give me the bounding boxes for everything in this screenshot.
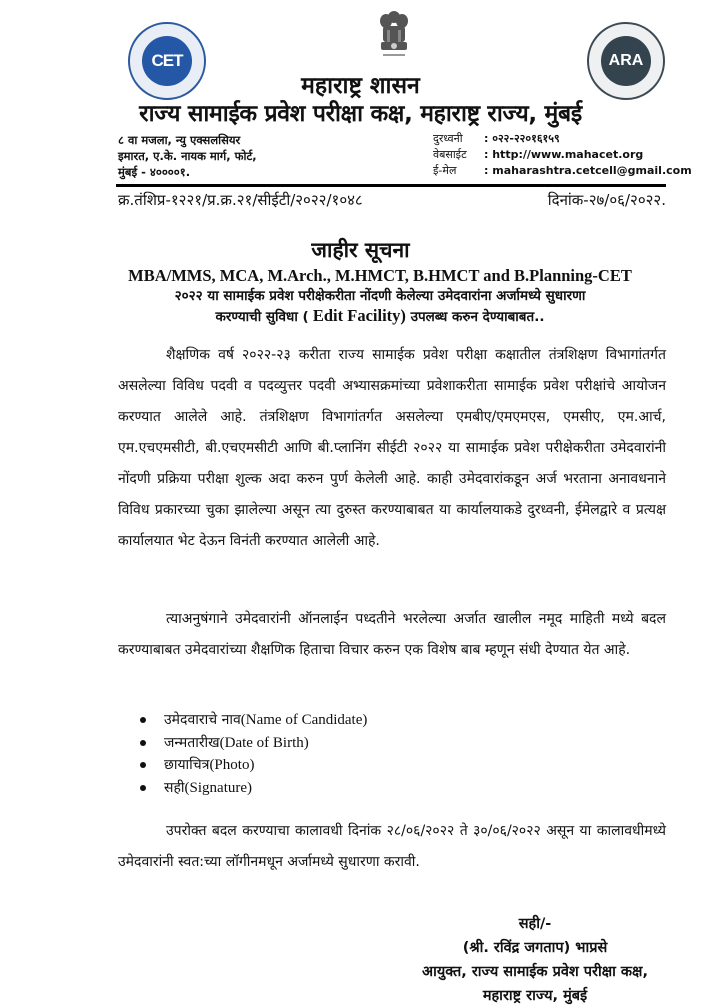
email-label: ई-मेल <box>433 164 457 177</box>
field-name-mr: जन्मतारीख <box>164 734 220 751</box>
signatory-location: महाराष्ट्र राज्य, मुंबई <box>482 988 588 1004</box>
state-emblem-icon <box>377 8 411 64</box>
contact-email <box>433 163 692 179</box>
subject-line: २०२२ या सामाईक प्रवेश परीक्षेकरीता नोंदणी केलेल्या उमेदवारांना अर्जामध्ये सुधारणा <box>174 288 586 304</box>
letter-date: दिनांक-२७/०६/२०२२. <box>547 191 666 209</box>
list-item <box>140 754 367 777</box>
signature-block <box>390 912 680 1008</box>
signed-mark: सही/- <box>518 916 552 932</box>
subject-line <box>100 306 660 327</box>
list-item <box>140 732 367 755</box>
website-link[interactable]: : http://www.mahacet.org <box>484 148 644 161</box>
email-link[interactable]: : maharashtra.cetcell@gmail.com <box>484 164 692 177</box>
signatory-designation: आयुक्त, राज्य सामाईक प्रवेश परीक्षा कक्ष, <box>422 964 648 980</box>
paragraph-edit-opportunity <box>118 604 666 666</box>
government-title: महाराष्ट्र शासन <box>301 73 420 99</box>
bullet-icon <box>140 762 146 768</box>
field-name-en: (Name of Candidate) <box>240 712 368 728</box>
field-name-en: (Date of Birth) <box>219 734 309 751</box>
list-item <box>140 709 367 732</box>
paragraph-text: शैक्षणिक वर्ष २०२२-२३ करीता राज्य सामाईक प्रवेश परीक्षा कक्षातील तंत्रशिक्षण विभागांतर्गत असलेल्या विविध पदवी व पदव्युत्तर पदवी अभ्यासक्रमांच्या प्रवेशाकरीता सामाईक प्रवेश परीक्षांचे आयोजन करण्यात आलेले आहे. तंत्रशिक्षण विभागांतर्गत असलेल्या एमबीए/एमएमएस, एमसीए, एम.आर्च, एम.एचएमसीटी, बी.एचएमसीटी आणि बी.प्लानिंग सीईटी २०२२ या सामाईक प्रवेश परीक्षेकरीता उमेदवारांनी नोंदणी प्रक्रिया परीक्षा शुल्क अदा करुन पुर्ण केलेली आहे. काही उमेदवारांकडून अर्ज भरताना अनावधनाने विविध प्रकारच्या चुका झालेल्या असून त्या दुरुस्त करण्याबाबत या कार्यालयाकडे दुरध्वनी, ईमेलद्वारे व प्रत्यक्ष कार्यालयात भेट देऊन विनंती करण्यात आलेली आहे. <box>118 347 666 549</box>
address-line: इमारत, ए.के. नायक मार्ग, फोर्ट, <box>118 149 257 163</box>
contact-details <box>433 131 692 179</box>
subject-text: करण्याची सुविधा ( <box>215 309 309 325</box>
paragraph-background <box>118 340 666 557</box>
notice-title: जाहीर सूचना <box>311 238 410 262</box>
phone-label: दुरध्वनी <box>433 132 463 145</box>
editable-fields-list <box>140 709 367 799</box>
subject-text: Edit Facility) <box>308 306 406 325</box>
website-label: वेबसाईट <box>433 148 467 161</box>
contact-phone <box>433 131 692 147</box>
office-address <box>118 132 257 180</box>
field-name-mr: उमेदवाराचे नाव <box>164 712 241 728</box>
subject-line: MBA/MMS, MCA, M.Arch., M.HMCT, B.HMCT and B.Planning-CET <box>128 266 632 285</box>
field-name-mr: छायाचित्र <box>164 757 210 773</box>
contact-website <box>433 147 692 163</box>
cet-logo-mark: CET <box>142 36 192 86</box>
address-line: मुंबई - ४००००१. <box>118 165 191 179</box>
signatory-name: (श्री. रविंद्र जगताप) भाप्रसे <box>462 940 608 956</box>
paragraph-deadline <box>118 816 666 878</box>
bullet-icon <box>140 740 146 746</box>
address-line: ८ वा मजला, न्यु एक्सलसियर <box>118 133 241 147</box>
field-name-en: (Signature) <box>184 779 253 796</box>
reference-number: क्र.तंशिप्र-१२२१/प्र.क्र.२१/सीईटी/२०२२/१०४८ <box>118 191 363 209</box>
bullet-icon <box>140 785 146 791</box>
ara-logo-mark: ARA <box>601 36 651 86</box>
list-item <box>140 777 367 800</box>
header-divider <box>116 184 666 187</box>
paragraph-text: त्याअनुषंगाने उमेदवारांनी ऑनलाईन पध्दतीने भरलेल्या अर्जात खालील नमूद माहिती मध्ये बदल करण्याबाबत उमेदवारांच्या शैक्षणिक हिताचा विचार करुन एक विशेष बाब म्हणून संधी देण्यात येत आहे. <box>118 611 666 658</box>
phone-value: : ०२२-२२०१६१५९ <box>484 132 560 145</box>
field-name-mr: सही <box>164 779 185 796</box>
field-name-en: (Photo) <box>209 757 255 773</box>
office-title: राज्य सामाईक प्रवेश परीक्षा कक्ष, महाराष्ट्र राज्य, मुंबई <box>139 101 582 127</box>
notice-subject <box>100 266 660 327</box>
bullet-icon <box>140 717 146 723</box>
subject-text: उपलब्ध करुन देण्याबाबत.. <box>405 309 545 325</box>
paragraph-text: उपरोक्त बदल करण्याचा कालावधी दिनांक २८/०६/२०२२ ते ३०/०६/२०२२ असून या कालावधीमध्ये उमेदवारांनी स्वत:च्या लॉगीनमधून अर्जामध्ये सुधारणा करावी. <box>118 823 666 870</box>
